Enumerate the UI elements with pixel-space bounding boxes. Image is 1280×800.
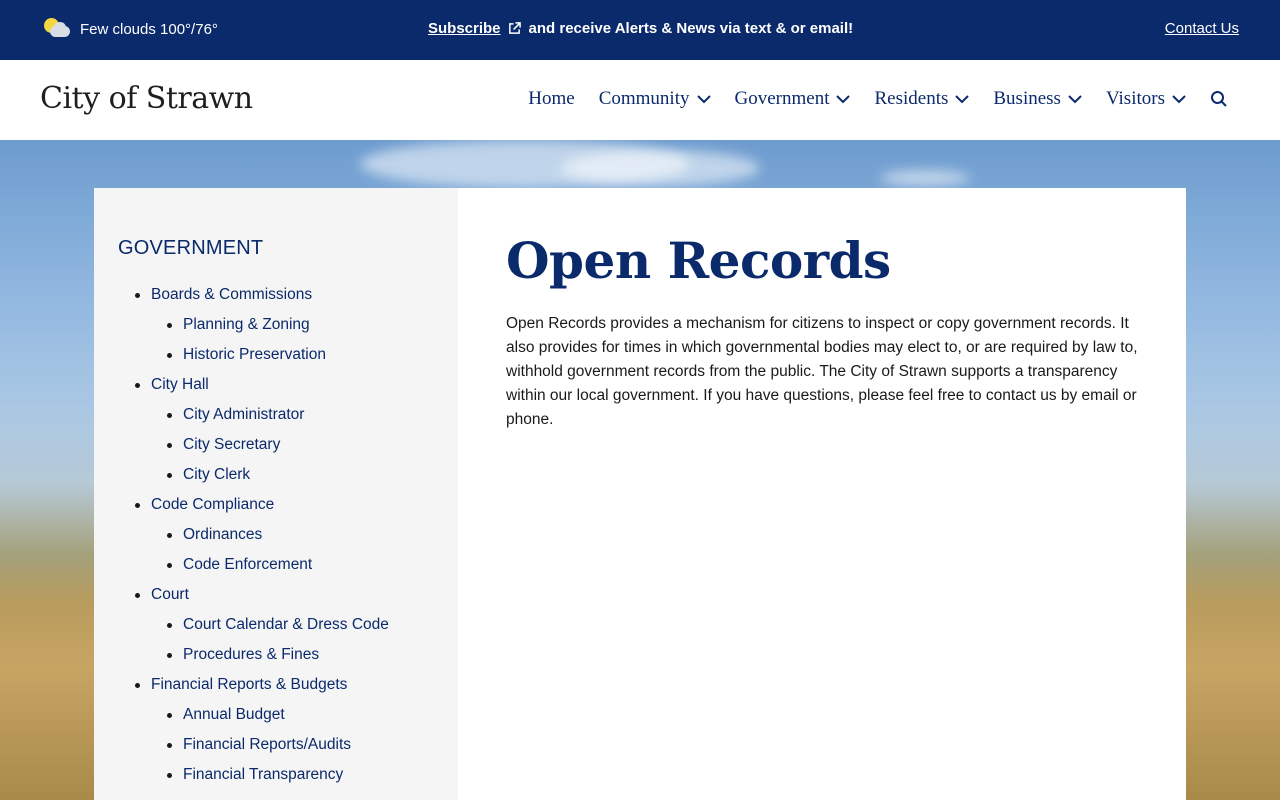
sidebar-item-procedures-fines[interactable]: Procedures & Fines <box>135 643 389 673</box>
chevron-down-icon <box>1172 95 1186 104</box>
sidebar-item-city-secretary[interactable]: City Secretary <box>135 433 389 463</box>
nav-label: Business <box>993 88 1061 109</box>
site-header <box>0 60 1280 140</box>
contact-us-link[interactable]: Contact Us <box>1164 20 1239 37</box>
external-link-icon <box>508 22 521 35</box>
chevron-down-icon <box>836 95 850 104</box>
nav-item-home[interactable] <box>528 88 574 110</box>
nav-label: Home <box>528 88 575 109</box>
chevron-down-icon <box>1068 95 1082 104</box>
search-icon[interactable] <box>1210 90 1228 108</box>
sidebar-item-annual-budget[interactable]: Annual Budget <box>135 703 389 733</box>
weather-text: Few clouds 100°/76° <box>80 20 218 38</box>
site-title[interactable]: City of Strawn <box>40 81 253 116</box>
nav-item-residents[interactable] <box>874 88 969 110</box>
sidebar-item-financial-transparency[interactable]: Financial Transparency <box>135 763 389 793</box>
chevron-down-icon <box>697 95 711 104</box>
sidebar-item-court[interactable]: Court <box>135 583 389 613</box>
nav-label: Residents <box>874 88 949 109</box>
sidebar-item-planning-zoning[interactable]: Planning & Zoning <box>135 313 389 343</box>
sidebar-item-city-clerk[interactable]: City Clerk <box>135 463 389 493</box>
weather-widget <box>44 18 218 40</box>
sidebar-item-ordinances[interactable]: Ordinances <box>135 523 389 553</box>
sidebar-item-financial-reports-audits[interactable]: Financial Reports/Audits <box>135 733 389 763</box>
chevron-down-icon <box>955 95 969 104</box>
sidebar-item-city-hall[interactable]: City Hall <box>135 373 389 403</box>
subscribe-text: and receive Alerts & News via text & or email! <box>528 20 854 37</box>
sidebar-list <box>135 283 389 793</box>
sidebar-item-historic-preservation[interactable]: Historic Preservation <box>135 343 389 373</box>
nav-item-community[interactable] <box>599 88 711 110</box>
sidebar-item-city-administrator[interactable]: City Administrator <box>135 403 389 433</box>
nav-label: Government <box>734 88 830 109</box>
nav-label: Community <box>598 88 690 109</box>
sidebar-item-boards-commissions[interactable]: Boards & Commissions <box>135 283 389 313</box>
nav-label: Visitors <box>1105 88 1165 109</box>
top-utility-bar <box>0 0 1280 60</box>
sidebar-item-financial-reports-budgets[interactable]: Financial Reports & Budgets <box>135 673 389 703</box>
sidebar <box>94 188 458 800</box>
sidebar-item-code-enforcement[interactable]: Code Enforcement <box>135 553 389 583</box>
subscribe-banner <box>428 20 853 37</box>
page-body-text: Open Records provides a mechanism for citizens to inspect or copy government records. It also provides for times in which governmental bodies may elect to, or are required by law to, withhold government records from the public. The City of Strawn supports a transparency within our local government. If you have questions, please feel free to contact us by email or phone. <box>506 315 1138 428</box>
sidebar-item-court-calendar[interactable]: Court Calendar & Dress Code <box>135 613 389 643</box>
main-nav <box>504 88 1228 110</box>
weather-cloud-sun-icon <box>44 18 72 40</box>
sidebar-title[interactable]: GOVERNMENT <box>118 237 264 259</box>
nav-item-visitors[interactable] <box>1106 88 1186 110</box>
subscribe-link[interactable]: Subscribe <box>428 20 501 37</box>
nav-item-government[interactable] <box>735 88 851 110</box>
page-title: Open Records <box>506 231 891 290</box>
nav-item-business[interactable] <box>993 88 1082 110</box>
content-card <box>94 188 1186 800</box>
sidebar-item-code-compliance[interactable]: Code Compliance <box>135 493 389 523</box>
